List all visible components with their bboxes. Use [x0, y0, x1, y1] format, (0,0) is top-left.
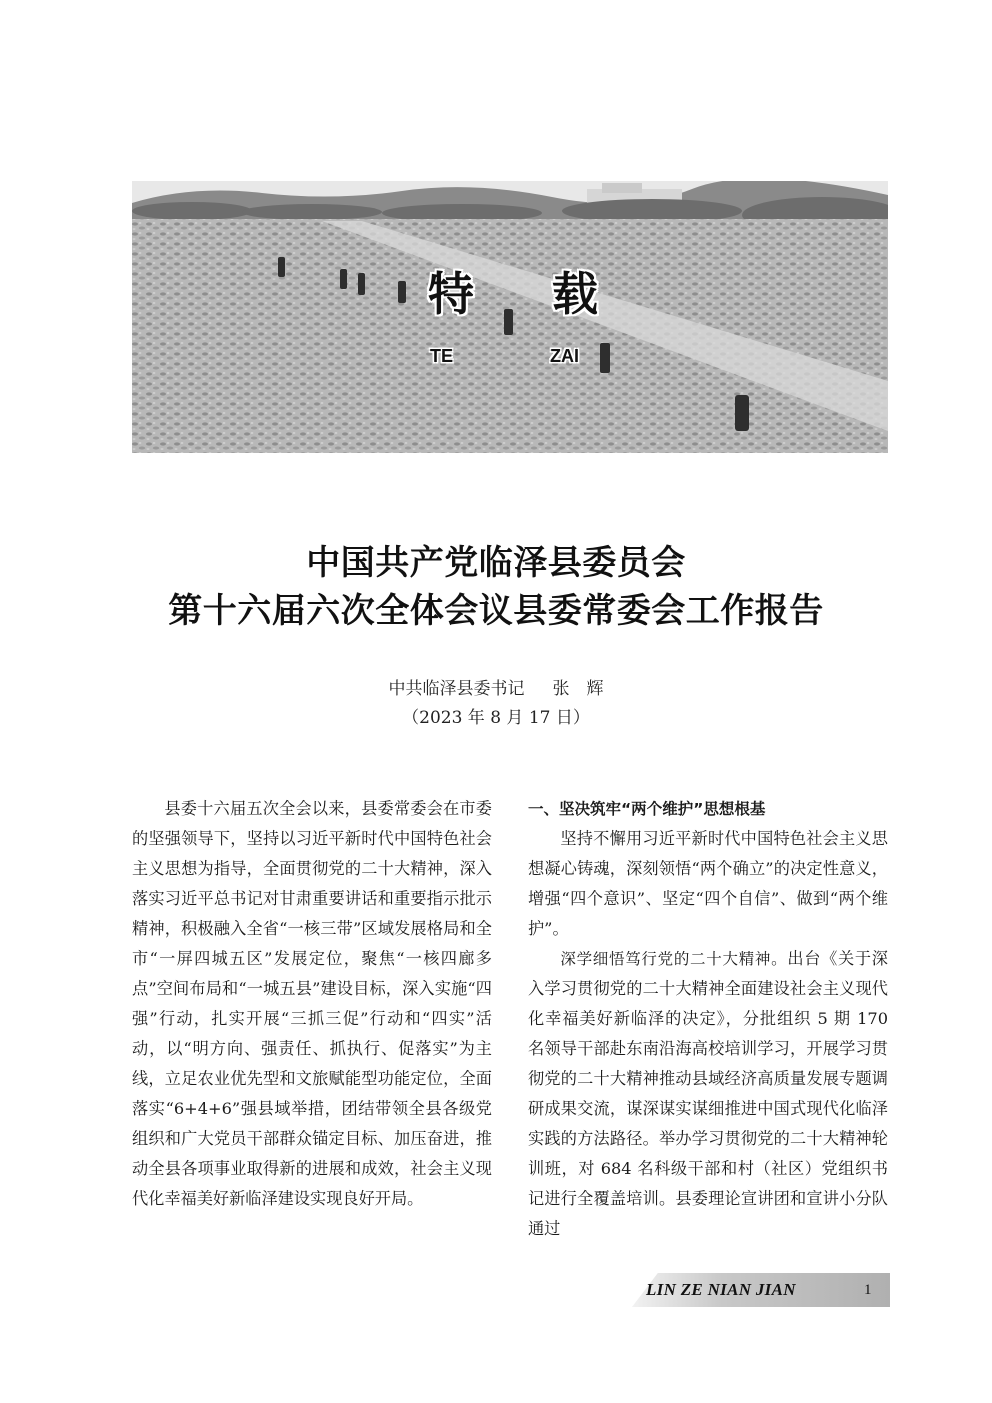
intro-paragraph: 县委十六届五次全会以来，县委常委会在市委的坚强领导下，坚持以习近平新时代中国特色社会主义思想为指导，全面贯彻党的二十大精神，深入落实习近平总书记对甘肃重要讲话和重要指示批示精神，积极融入全省“一核三带”区域发展格局和全市“一屏四城五区”发展定位，聚焦“一核四廊多点”空间布局和“一城五县”建设目标，深入实施“四强”行动，扎实开展“三抓三促”行动和“四实”活动，以“明方向、强责任、抓执行、促落实”为主线，立足农业优先型和文旅赋能型功能定位，全面落实“6+4+6”强县域举措，团结带领全县各级党组织和广大党员干部群众锚定目标、加压奋进，推动全县各项事业取得新的进展和成效，社会主义现代化幸福美好新临泽建设实现良好开局。: [132, 799, 492, 1208]
body-column-right: [528, 794, 888, 1244]
paragraph-lead: 深学细悟笃行党的二十大精神。: [560, 950, 788, 968]
section-title-char-2: 载: [552, 267, 598, 321]
article-title-line-2: 第十六届六次全体会议县委常委会工作报告: [168, 591, 824, 631]
section-pinyin-1: TE: [430, 346, 454, 366]
body-column-left: [132, 794, 492, 1214]
article-title-line-1: 中国共产党临泽县委员会: [306, 543, 686, 583]
author-role: 中共临泽县委书记: [388, 679, 525, 699]
page-number: 1: [864, 1282, 872, 1298]
section-pinyin-2: ZAI: [550, 346, 579, 366]
paragraph-body: 出台《关于深入学习贯彻党的二十大精神全面建设社会主义现代化幸福美好新临泽的决定》，分批组织 5 期 170 名领导干部赴东南沿海高校培训学习，开展学习贯彻党的二十大精神推动县域经济高质量发展专题调研成果交流，谋深谋实谋细推进中国式现代化临泽实践的方法路径。举办学习贯彻党的二十大精神轮训班，对 684 名科级干部和村（社区）党组织书记进行全覆盖培训。县委理论宣讲团和宣讲小分队通过: [528, 949, 888, 1238]
author-line: [0, 677, 992, 701]
section-paragraph-1: 坚持不懈用习近平新时代中国特色社会主义思想凝心铸魂，深刻领悟“两个确立”的决定性意义，增强“四个意识”、坚定“四个自信”、做到“两个维护”。: [528, 829, 888, 938]
author-name: 张 辉: [552, 679, 604, 699]
section-paragraph-2: [528, 944, 888, 1244]
section-title-char-1: 特: [428, 267, 474, 321]
journal-name: LIN ZE NIAN JIAN: [646, 1280, 796, 1299]
section-title: [428, 266, 598, 322]
section-heading: 一、坚决筑牢“两个维护”思想根基: [528, 800, 766, 818]
report-date: （2023 年 8 月 17 日）: [402, 708, 590, 728]
